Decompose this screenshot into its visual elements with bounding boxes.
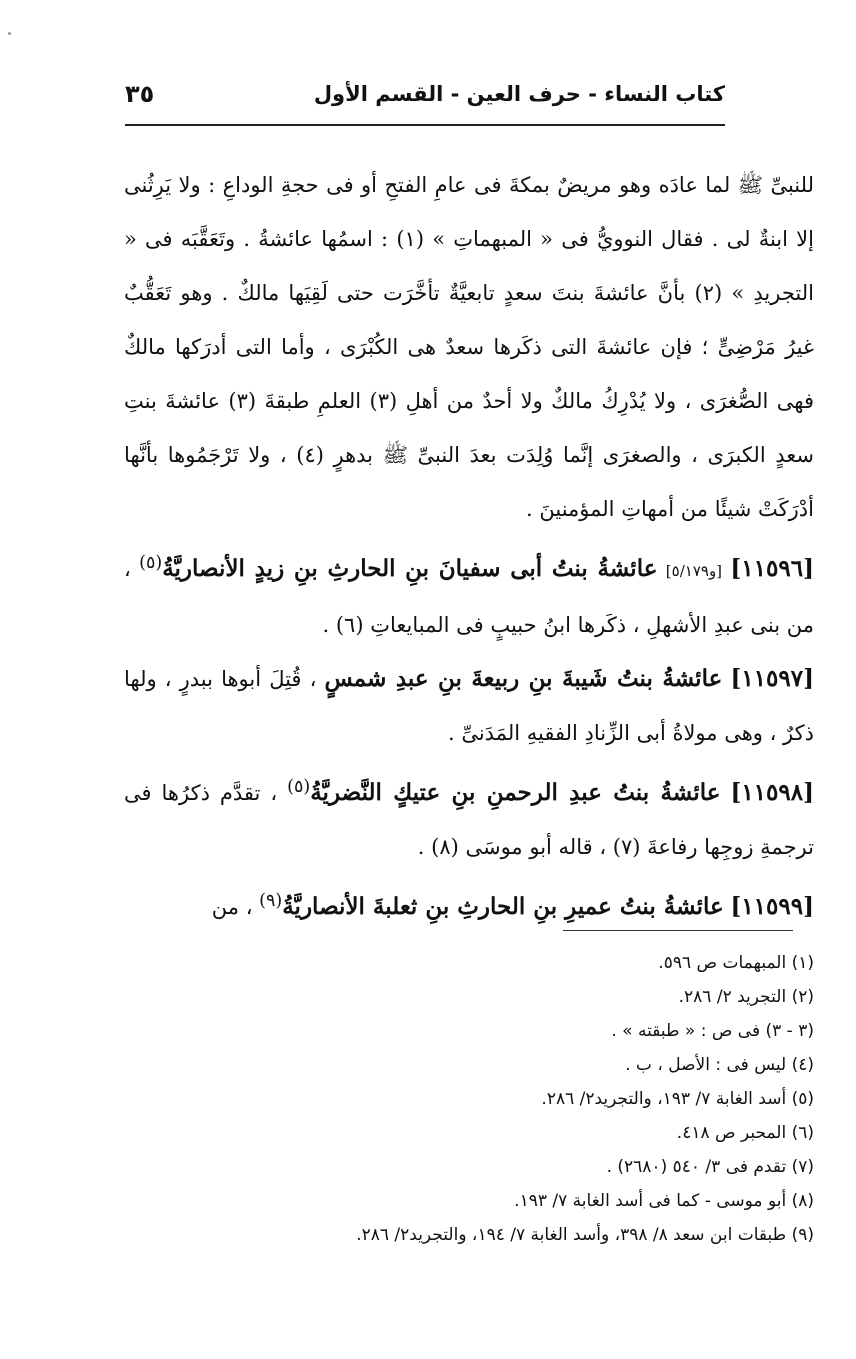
entry-number: [١١٥٩٨]	[730, 779, 814, 806]
footnote-7: (٧) تقدم فى ٣/ ٥٤٠ (٢٦٨٠) .	[606, 1157, 814, 1177]
main-text	[124, 158, 814, 934]
footnote-8: (٨) أبو موسى - كما فى أسد الغابة ٧/ ١٩٣.	[514, 1191, 814, 1211]
entry-11599	[124, 874, 814, 934]
entry-name: عائشةُ بنتُ أبى سفيانَ بنِ الحارثِ بنِ زيدٍ الأنصاريَّةُ	[162, 555, 658, 582]
scan-speck	[8, 32, 11, 35]
entry-number: [١١٥٩٧]	[730, 665, 814, 692]
entry-name: عائشةُ بنتُ شَيبةَ بنِ ربيعةَ بنِ عبدِ شمسٍ	[324, 665, 723, 692]
entry-text: ، تقدَّم ذكرُها فى ترجمةِ زوجِها رفاعةَ (٧) ، قاله أبو موسَى (٨) .	[124, 781, 814, 859]
page-number: ٣٥	[125, 80, 155, 108]
page-header	[125, 78, 725, 126]
opening-paragraph: للنبىِّ ﷺ لما عادَه وهو مريضٌ بمكةَ فى عامِ الفتحِ أو فى حجةِ الوداعِ : ولا يَرِثُنى إلا ابنةٌ لى . فقال النوويُّ فى « المبهماتِ » (١) : اسمُها عائشةُ . وتَعَقَّبَه فى « التجريدِ » (٢) بأنَّ عائشةَ بنتَ سعدٍ تابعيَّةٌ تأخَّرَت حتى لَقِيَها مالكٌ . وهو تَعَقُّبٌ غيرُ مَرْضِىٍّ ؛ فإن عائشةَ التى ذكَرها سعدٌ هى الكُبْرَى ، وأما التى أدرَكها مالكٌ فهى الصُّغرَى ، ولا يُدْرِكُ مالكٌ ولا أحدٌ من أهلِ (٣) العلمِ طبقةَ (٣) عائشةَ بنتِ سعدٍ الكبرَى ، والصغرَى إنَّما وُلِدَت بعدَ النبىِّ ﷺ بدهرٍ (٤) ، ولا تَرْجَمُوها بأنَّها أدْرَكَتْ شيئًا من أمهاتِ المؤمنينَ .	[124, 173, 814, 521]
entry-text: ، قُتِلَ أبوها ببدرٍ ، ولها ذكرٌ ، وهى مولاةُ أبى الزِّنادِ الفقيهِ المَدَنىِّ .	[124, 667, 814, 745]
footnote-marker: (٥)	[139, 553, 163, 573]
running-title: كتاب النساء - حرف العين - القسم الأول	[313, 82, 725, 106]
footnote-marker: (٥)	[287, 777, 311, 797]
entry-name: عائشةُ بنتُ عبدِ الرحمنِ بنِ عتيكٍ النَّضريَّةُ	[310, 779, 721, 806]
footnotes	[114, 946, 814, 1252]
entry-name: عائشةُ بنتُ عميرِ بنِ الحارثِ بنِ ثعلبةَ الأنصاريَّةُ	[282, 893, 724, 920]
entry-number: [١١٥٩٦]	[730, 555, 814, 582]
entry-number: [١١٥٩٩]	[730, 893, 814, 920]
footnote-4: (٤) ليس فى : الأصل ، ب .	[625, 1055, 814, 1075]
footnote-3: (٣ - ٣) فى ص : « طبقته » .	[611, 1021, 814, 1041]
entry-text: ، من بنى عبدِ الأشهلِ ، ذكَرها ابنُ حبيبٍ فى المبايعاتِ (٦) .	[124, 557, 814, 637]
footnote-divider	[563, 930, 793, 931]
entry-11596	[124, 536, 814, 652]
entry-11598	[124, 760, 814, 874]
entry-11597	[124, 652, 814, 760]
footnote-2: (٢) التجريد ٢/ ٢٨٦.	[678, 987, 814, 1007]
entry-text: ، من	[211, 895, 253, 919]
footnote-5: (٥) أسد الغابة ٧/ ١٩٣، والتجريد٢/ ٢٨٦.	[541, 1089, 814, 1109]
footnote-6: (٦) المحبر ص ٤١٨.	[676, 1123, 814, 1143]
footnote-1: (١) المبهمات ص ٥٩٦.	[658, 953, 814, 973]
volume-page-ref: [و٥/١٧٩]	[665, 562, 723, 580]
footnote-9: (٩) طبقات ابن سعد ٨/ ٣٩٨، وأسد الغابة ٧/ ١٩٤، والتجريد٢/ ٢٨٦.	[356, 1225, 814, 1245]
footnote-marker: (٩)	[259, 891, 283, 911]
